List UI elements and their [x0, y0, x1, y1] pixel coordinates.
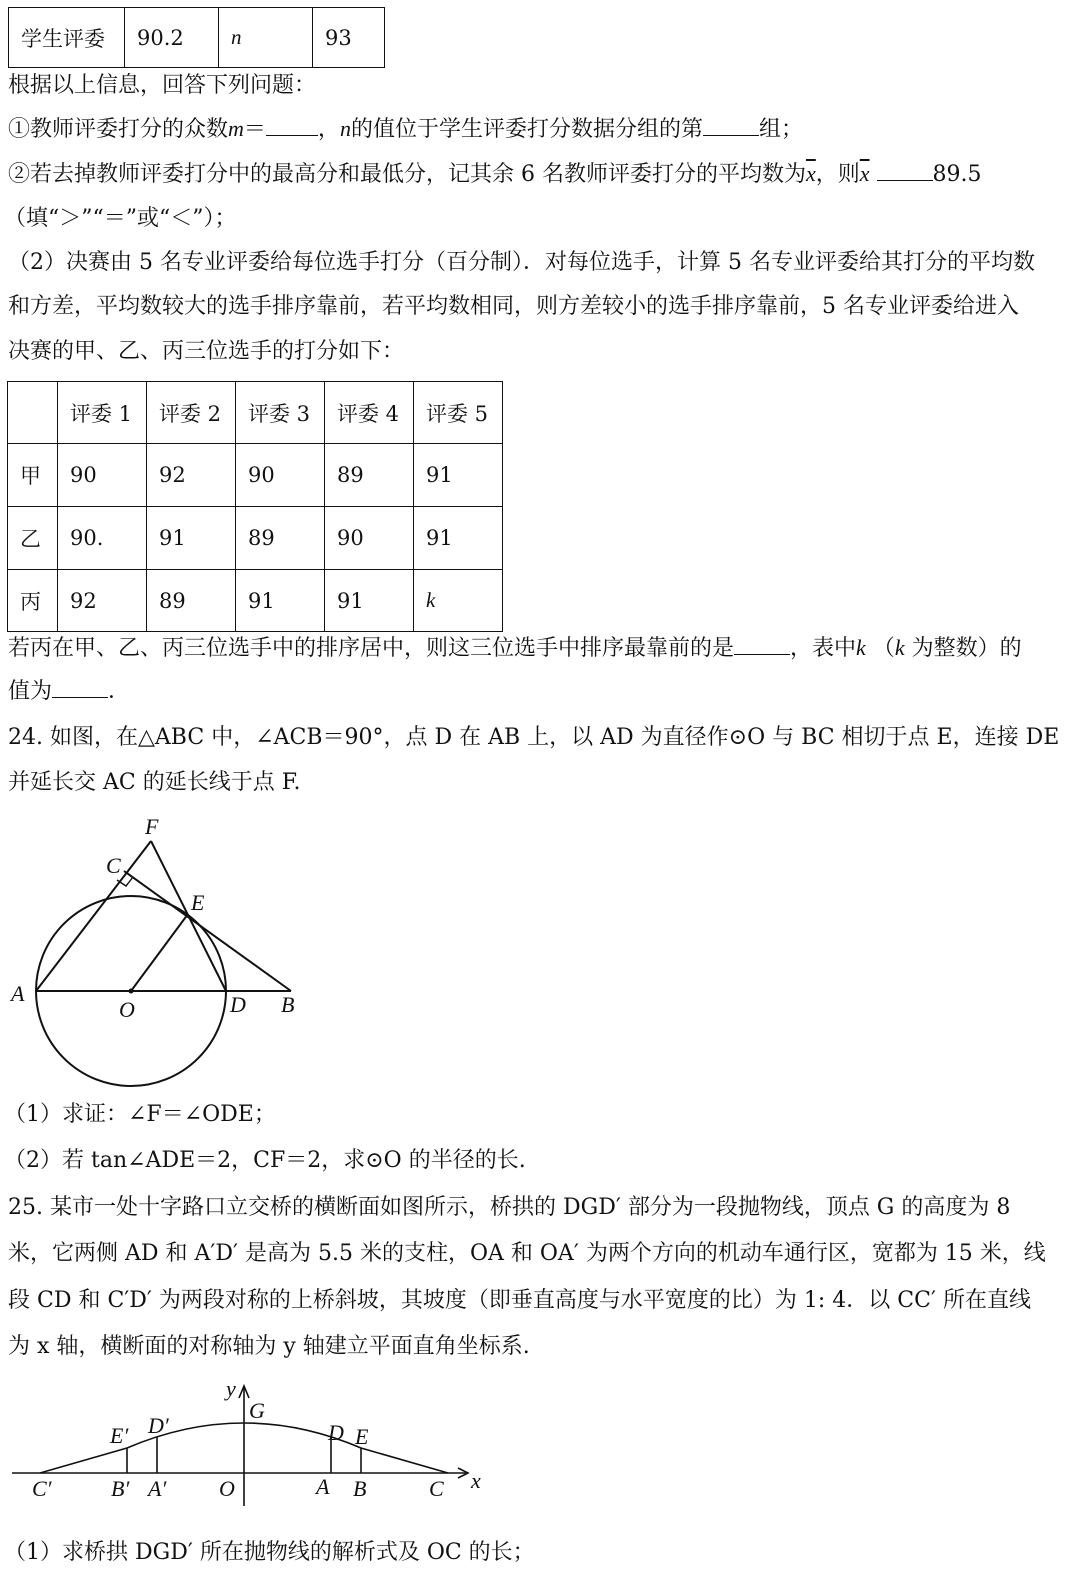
figure-25	[0, 1378, 500, 1518]
table-row	[8, 507, 503, 570]
question-24-sub-2: （2）若 tan∠ADE＝2，CF＝2，求⊙O 的半径的长.	[4, 1148, 526, 1173]
after-table-text: 为整数）的	[911, 636, 1022, 661]
table-header-cell: 评委 5	[414, 382, 503, 444]
table-header-cell: 评委 4	[325, 382, 414, 444]
after-table-text: ，表中	[790, 636, 857, 661]
table-row	[8, 570, 503, 632]
label-o: O	[119, 997, 135, 1022]
top-table-cell: 90.2	[125, 8, 219, 68]
var-m: m	[228, 116, 244, 141]
question-2-line: （2）决赛由 5 名专业评委给每位选手打分（百分制）．对每位选手，计算 5 名专业评委给其打分的平均数	[8, 250, 1035, 275]
top-table-cell	[219, 8, 313, 68]
segment-oe	[131, 914, 188, 991]
label-y: y	[226, 1376, 236, 1401]
intro-text: 根据以上信息，回答下列问题：	[8, 73, 317, 98]
table-cell: 90	[236, 444, 325, 507]
question-2-line: 决赛的甲、乙、丙三位选手的打分如下：	[8, 339, 405, 364]
q1b-value: 89.5	[932, 162, 982, 187]
label-d-prime: D′	[148, 1413, 169, 1438]
q1a-text: ，	[317, 117, 340, 142]
question-2-line: 和方差，平均数较大的选手排序靠前，若平均数相同，则方差较小的选手排序靠前，5 名专业评委给进入	[8, 294, 1019, 319]
question-1b	[8, 158, 982, 191]
table-header-cell: 评委 3	[236, 382, 325, 444]
after-table-line-2	[8, 676, 130, 708]
var-n: n	[231, 25, 242, 49]
label-c-prime: C′	[32, 1476, 52, 1501]
after-table-text: （	[872, 636, 895, 661]
question-25-line: 米，它两侧 AD 和 A′D′ 是高为 5.5 米的支柱，OA 和 OA′ 为两个方向的机动车通行区，宽都为 15 米，线	[8, 1241, 1046, 1266]
q1b-text: ，则	[815, 162, 860, 187]
var-k: k	[894, 635, 905, 660]
after-table-line-1	[8, 632, 1022, 665]
answer-blank[interactable]	[734, 636, 790, 655]
q1a-text: 的值位于学生评委打分数据分组的第	[350, 117, 703, 142]
q1a-text: 组；	[758, 117, 803, 142]
table-header-cell: 评委 2	[147, 382, 236, 444]
var-k: k	[426, 588, 436, 612]
label-d: D	[328, 1420, 344, 1445]
label-e: E	[191, 890, 205, 915]
q1a-text: ①教师评委打分的众数	[8, 117, 229, 142]
label-e: E	[355, 1424, 369, 1449]
table-header-row	[8, 382, 503, 444]
segment-fd	[151, 841, 226, 991]
table-cell: 丙	[8, 570, 58, 632]
question-24-line-2: 并延长交 AC 的延长线于点 F.	[8, 770, 301, 795]
point-o	[129, 989, 134, 994]
table-cell: 91	[414, 507, 503, 570]
table-cell: 91	[414, 444, 503, 507]
table-cell: 甲	[8, 444, 58, 507]
answer-blank[interactable]	[877, 162, 933, 181]
question-24-sub-1: （1）求证：∠F＝∠ODE；	[4, 1102, 276, 1127]
segment-cb	[124, 871, 291, 991]
right-angle-mark	[117, 877, 133, 886]
label-b: B	[353, 1476, 367, 1501]
var-xbar: $\overline{x}$	[806, 161, 816, 186]
question-25-line: 段 CD 和 C′D′ 为两段对称的上桥斜坡，其坡度（即垂直高度与水平宽度的比）为 1: 4．以 CC′ 所在直线	[8, 1288, 1031, 1313]
score-table	[7, 381, 503, 632]
label-x: x	[471, 1468, 481, 1493]
var-n: n	[339, 116, 351, 141]
question-24-line-1: 24. 如图，在△ABC 中，∠ACB＝90°，点 D 在 AB 上，以 AD 为直径作⊙O 与 BC 相切于点 E，连接 DE	[8, 725, 1060, 750]
table-header-cell: 评委 1	[58, 382, 147, 444]
table-cell	[414, 570, 503, 632]
table-cell: 91	[147, 507, 236, 570]
top-table-cell: 93	[313, 8, 385, 68]
label-g: G	[249, 1398, 265, 1423]
answer-blank[interactable]	[52, 679, 108, 698]
label-d: D	[230, 992, 246, 1017]
label-c: C	[106, 853, 121, 878]
label-a: A	[316, 1474, 330, 1499]
segment-af	[36, 841, 151, 991]
var-k: k	[856, 635, 866, 660]
table-cell: 90	[325, 507, 414, 570]
label-e-prime: E′	[110, 1423, 129, 1448]
q1a-eq: ＝	[243, 117, 266, 142]
table-row	[8, 444, 503, 507]
table-header-cell	[8, 382, 58, 444]
table-cell: 90.	[58, 507, 147, 570]
table-cell: 91	[236, 570, 325, 632]
table-cell: 89	[325, 444, 414, 507]
label-b-prime: B′	[111, 1476, 130, 1501]
table-cell: 92	[147, 444, 236, 507]
after-table-text: ．	[108, 679, 131, 704]
question-1b-hint: （填“＞”“＝”或“＜”）；	[4, 206, 237, 231]
table-cell: 乙	[8, 507, 58, 570]
table-cell: 91	[325, 570, 414, 632]
answer-blank[interactable]	[266, 117, 318, 136]
top-table	[8, 7, 385, 68]
label-f: F	[145, 814, 159, 839]
answer-blank[interactable]	[703, 117, 759, 136]
question-25-line: 25. 某市一处十字路口立交桥的横断面如图所示，桥拱的 DGD′ 部分为一段抛物线，顶点 G 的高度为 8	[8, 1195, 1011, 1220]
var-xbar: $\overline{x}$	[859, 161, 870, 186]
top-table-cell: 学生评委	[9, 8, 125, 68]
table-cell: 92	[58, 570, 147, 632]
label-b: B	[281, 992, 295, 1017]
figure-24	[0, 810, 310, 1070]
label-c: C	[429, 1476, 444, 1501]
label-a-prime: A′	[148, 1476, 167, 1501]
table-cell: 90	[58, 444, 147, 507]
table-cell: 89	[147, 570, 236, 632]
table-cell: 89	[236, 507, 325, 570]
after-table-text: 值为	[8, 679, 53, 704]
question-1a	[8, 113, 803, 146]
q1b-text: ②若去掉教师评委打分中的最高分和最低分，记其余 6 名教师评委打分的平均数为	[8, 162, 806, 187]
question-25-line: 为 x 轴，横断面的对称轴为 y 轴建立平面直角坐标系.	[8, 1334, 530, 1359]
label-o: O	[219, 1476, 235, 1501]
after-table-text: 若丙在甲、乙、丙三位选手中的排序居中，则这三位选手中排序最靠前的是	[8, 636, 735, 661]
label-a: A	[11, 981, 25, 1006]
question-25-sub-1: （1）求桥拱 DGD′ 所在抛物线的解析式及 OC 的长；	[4, 1540, 535, 1565]
